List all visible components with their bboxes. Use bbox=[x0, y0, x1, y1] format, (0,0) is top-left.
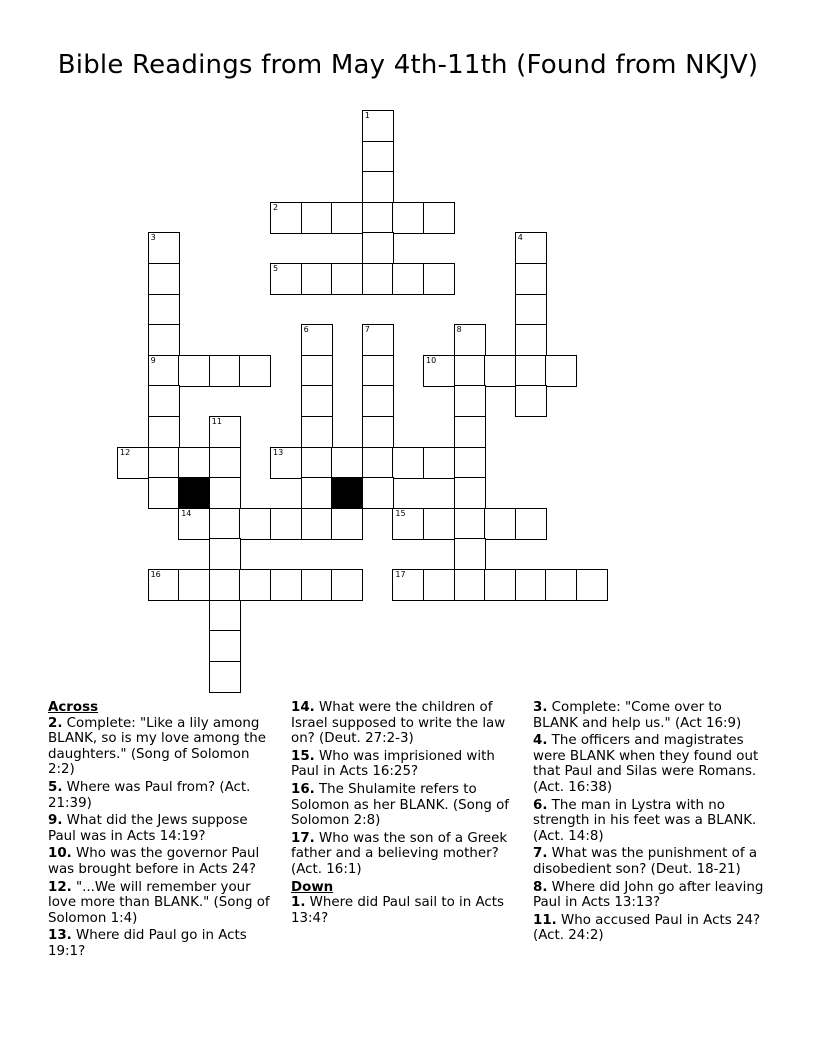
grid-cell[interactable] bbox=[117, 447, 149, 479]
grid-cell[interactable] bbox=[331, 508, 363, 540]
grid-cell[interactable] bbox=[423, 355, 455, 387]
grid-cell[interactable] bbox=[454, 569, 486, 601]
grid-cell[interactable] bbox=[209, 355, 241, 387]
grid-cell[interactable] bbox=[515, 232, 547, 264]
grid-cell[interactable] bbox=[301, 447, 333, 479]
grid-cell[interactable] bbox=[331, 569, 363, 601]
grid-cell[interactable] bbox=[362, 171, 394, 203]
grid-cell[interactable] bbox=[301, 508, 333, 540]
grid-cell[interactable] bbox=[148, 447, 180, 479]
grid-cell[interactable] bbox=[362, 202, 394, 234]
grid-cell[interactable] bbox=[454, 538, 486, 570]
grid-cell[interactable] bbox=[178, 508, 210, 540]
grid-cell[interactable] bbox=[301, 324, 333, 356]
grid-cell[interactable] bbox=[209, 569, 241, 601]
clue-number: 10 bbox=[426, 355, 437, 365]
clue-number: 5 bbox=[273, 264, 279, 273]
down-clue-4: 4. The officers and magistrates were BLANK when they found out that Paul and Silas were Romans. (Act. 16:38) bbox=[533, 733, 759, 795]
grid-cell[interactable] bbox=[239, 355, 271, 387]
grid-cell[interactable] bbox=[270, 447, 302, 479]
grid-cell[interactable] bbox=[423, 569, 455, 601]
clue-number: 2 bbox=[273, 202, 279, 212]
grid-cell[interactable] bbox=[148, 477, 180, 509]
grid-cell[interactable] bbox=[362, 141, 394, 173]
across-clue-9: 9. What did the Jews suppose Paul was in Acts 14:19? bbox=[48, 813, 248, 844]
grid-cell[interactable] bbox=[576, 569, 608, 601]
grid-cell[interactable] bbox=[423, 447, 455, 479]
grid-cell[interactable] bbox=[148, 294, 180, 326]
down-clue-7: 7. What was the punishment of a disobedient son? (Deut. 18-21) bbox=[533, 846, 758, 877]
grid-cell[interactable] bbox=[331, 202, 363, 234]
clues-column-3 bbox=[533, 700, 769, 946]
grid-cell[interactable] bbox=[454, 477, 486, 509]
grid-cell[interactable] bbox=[545, 355, 577, 387]
grid-cell[interactable] bbox=[301, 416, 333, 448]
clue-number: 4 bbox=[517, 233, 523, 243]
grid-cell[interactable] bbox=[484, 569, 516, 601]
grid-cell[interactable] bbox=[454, 508, 486, 540]
grid-cell[interactable] bbox=[484, 508, 516, 540]
across-clue-16: 16. The Shulamite refers to Solomon as her BLANK. (Song of Solomon 2:8) bbox=[291, 781, 510, 829]
grid-cell[interactable] bbox=[301, 263, 333, 295]
across-clue-12: 12. "...We will remember your love more than BLANK." (Song of Solomon 1:4) bbox=[48, 879, 270, 926]
grid-cell[interactable] bbox=[362, 110, 394, 142]
across-clue-15: 15. Who was imprisioned with Paul in Acts 16:25? bbox=[291, 748, 495, 780]
grid-cell[interactable] bbox=[301, 569, 333, 601]
grid-cell[interactable] bbox=[515, 385, 547, 417]
grid-cell[interactable] bbox=[148, 355, 180, 387]
grid-cell[interactable] bbox=[392, 447, 424, 479]
grid-cell[interactable] bbox=[392, 508, 424, 540]
clue-number: 11 bbox=[211, 417, 222, 426]
grid-cell[interactable] bbox=[331, 263, 363, 295]
clue-number: 8 bbox=[456, 325, 462, 335]
grid-cell[interactable] bbox=[148, 416, 180, 448]
grid-cell[interactable] bbox=[484, 355, 516, 387]
grid-cell[interactable] bbox=[148, 263, 180, 295]
grid-cell[interactable] bbox=[270, 508, 302, 540]
down-clue-11: 11. Who accused Paul in Acts 24? (Act. 24:2) bbox=[533, 912, 761, 944]
across-clue-2: 2. Complete: "Like a lily among BLANK, so is my love among the daughters." (Song of Solomon 2:2) bbox=[48, 715, 267, 778]
grid-cell[interactable] bbox=[209, 508, 241, 540]
grid-cell[interactable] bbox=[454, 324, 486, 356]
grid-cell[interactable] bbox=[515, 569, 547, 601]
black-square bbox=[331, 477, 363, 509]
grid-cell[interactable] bbox=[270, 202, 302, 234]
grid-cell[interactable] bbox=[301, 385, 333, 417]
grid-cell[interactable] bbox=[454, 385, 486, 417]
grid-cell[interactable] bbox=[454, 447, 486, 479]
grid-cell[interactable] bbox=[239, 569, 271, 601]
down-clue-3: 3. Complete: "Come over to BLANK and help us." (Act 16:9) bbox=[533, 700, 742, 731]
grid-cell[interactable] bbox=[454, 416, 486, 448]
down-clue-1: 1. Where did Paul sail to in Acts 13:4? bbox=[291, 895, 505, 926]
clue-number: 3 bbox=[150, 233, 156, 243]
across-clue-13: 13. Where did Paul go in Acts 19:1? bbox=[48, 928, 247, 959]
grid-cell[interactable] bbox=[301, 202, 333, 234]
grid-cell[interactable] bbox=[515, 355, 547, 387]
grid-cell[interactable] bbox=[362, 263, 394, 295]
across-clue-17: 17. Who was the son of a Greek father and a believing mother? (Act. 16:1) bbox=[291, 830, 508, 877]
grid-cell[interactable] bbox=[331, 447, 363, 479]
clue-number: 6 bbox=[303, 325, 309, 335]
grid-cell[interactable] bbox=[515, 294, 547, 326]
clues-column-1 bbox=[48, 700, 276, 962]
across-header: Across bbox=[48, 700, 99, 715]
grid-cell[interactable] bbox=[362, 385, 394, 417]
grid-cell[interactable] bbox=[270, 263, 302, 295]
grid-cell[interactable] bbox=[392, 202, 424, 234]
grid-cell[interactable] bbox=[178, 569, 210, 601]
grid-cell[interactable] bbox=[178, 355, 210, 387]
grid-cell[interactable] bbox=[209, 661, 241, 693]
grid-cell[interactable] bbox=[209, 538, 241, 570]
clue-number: 1 bbox=[364, 111, 370, 120]
puzzle-title: Bible Readings from May 4th-11th (Found from NKJV) bbox=[57, 50, 759, 80]
grid-cell[interactable] bbox=[515, 508, 547, 540]
grid-cell[interactable] bbox=[392, 569, 424, 601]
clue-number: 16 bbox=[150, 570, 161, 579]
grid-cell[interactable] bbox=[209, 630, 241, 662]
grid-cell[interactable] bbox=[301, 355, 333, 387]
grid-cell[interactable] bbox=[545, 569, 577, 601]
across-clue-5: 5. Where was Paul from? (Act. 21:39) bbox=[48, 779, 251, 811]
clue-number: 12 bbox=[120, 447, 131, 457]
grid-cell[interactable] bbox=[239, 508, 271, 540]
grid-cell[interactable] bbox=[423, 508, 455, 540]
grid-cell[interactable] bbox=[148, 385, 180, 417]
grid-cell[interactable] bbox=[209, 477, 241, 509]
grid-cell[interactable] bbox=[362, 232, 394, 264]
grid-cell[interactable] bbox=[270, 569, 302, 601]
grid-cell[interactable] bbox=[362, 355, 394, 387]
across-clue-10: 10. Who was the governor Paul was brought before in Acts 24? bbox=[48, 846, 260, 877]
down-clue-6: 6. The man in Lystra with no strength in his feet was a BLANK. (Act. 14:8) bbox=[533, 797, 757, 844]
grid-cell[interactable] bbox=[392, 263, 424, 295]
clue-number: 7 bbox=[364, 325, 370, 335]
grid-cell[interactable] bbox=[362, 324, 394, 356]
grid-cell[interactable] bbox=[515, 324, 547, 356]
grid-cell[interactable] bbox=[209, 447, 241, 479]
grid-cell[interactable] bbox=[209, 416, 241, 448]
grid-cell[interactable] bbox=[301, 477, 333, 509]
clue-number: 17 bbox=[395, 570, 406, 579]
clue-number: 9 bbox=[150, 355, 156, 365]
grid-cell[interactable] bbox=[423, 202, 455, 234]
clue-number: 15 bbox=[395, 508, 406, 518]
clues-column-2 bbox=[291, 700, 519, 928]
grid-cell[interactable] bbox=[148, 569, 180, 601]
grid-cell[interactable] bbox=[362, 447, 394, 479]
grid-cell[interactable] bbox=[148, 324, 180, 356]
clue-number: 13 bbox=[273, 447, 284, 457]
grid-cell[interactable] bbox=[209, 600, 241, 632]
across-clue-14: 14. What were the children of Israel supposed to write the law on? (Deut. 27:2-3) bbox=[291, 700, 506, 747]
grid-cell[interactable] bbox=[148, 232, 180, 264]
down-clue-8: 8. Where did John go after leaving Paul in Acts 13:13? bbox=[533, 879, 764, 911]
grid-cell[interactable] bbox=[515, 263, 547, 295]
grid-cell[interactable] bbox=[362, 416, 394, 448]
down-header: Down bbox=[291, 879, 334, 895]
black-square bbox=[178, 477, 210, 509]
grid-cell[interactable] bbox=[454, 355, 486, 387]
clue-number: 14 bbox=[181, 508, 192, 518]
grid-cell[interactable] bbox=[178, 447, 210, 479]
grid-cell[interactable] bbox=[423, 263, 455, 295]
grid-cell[interactable] bbox=[362, 477, 394, 509]
